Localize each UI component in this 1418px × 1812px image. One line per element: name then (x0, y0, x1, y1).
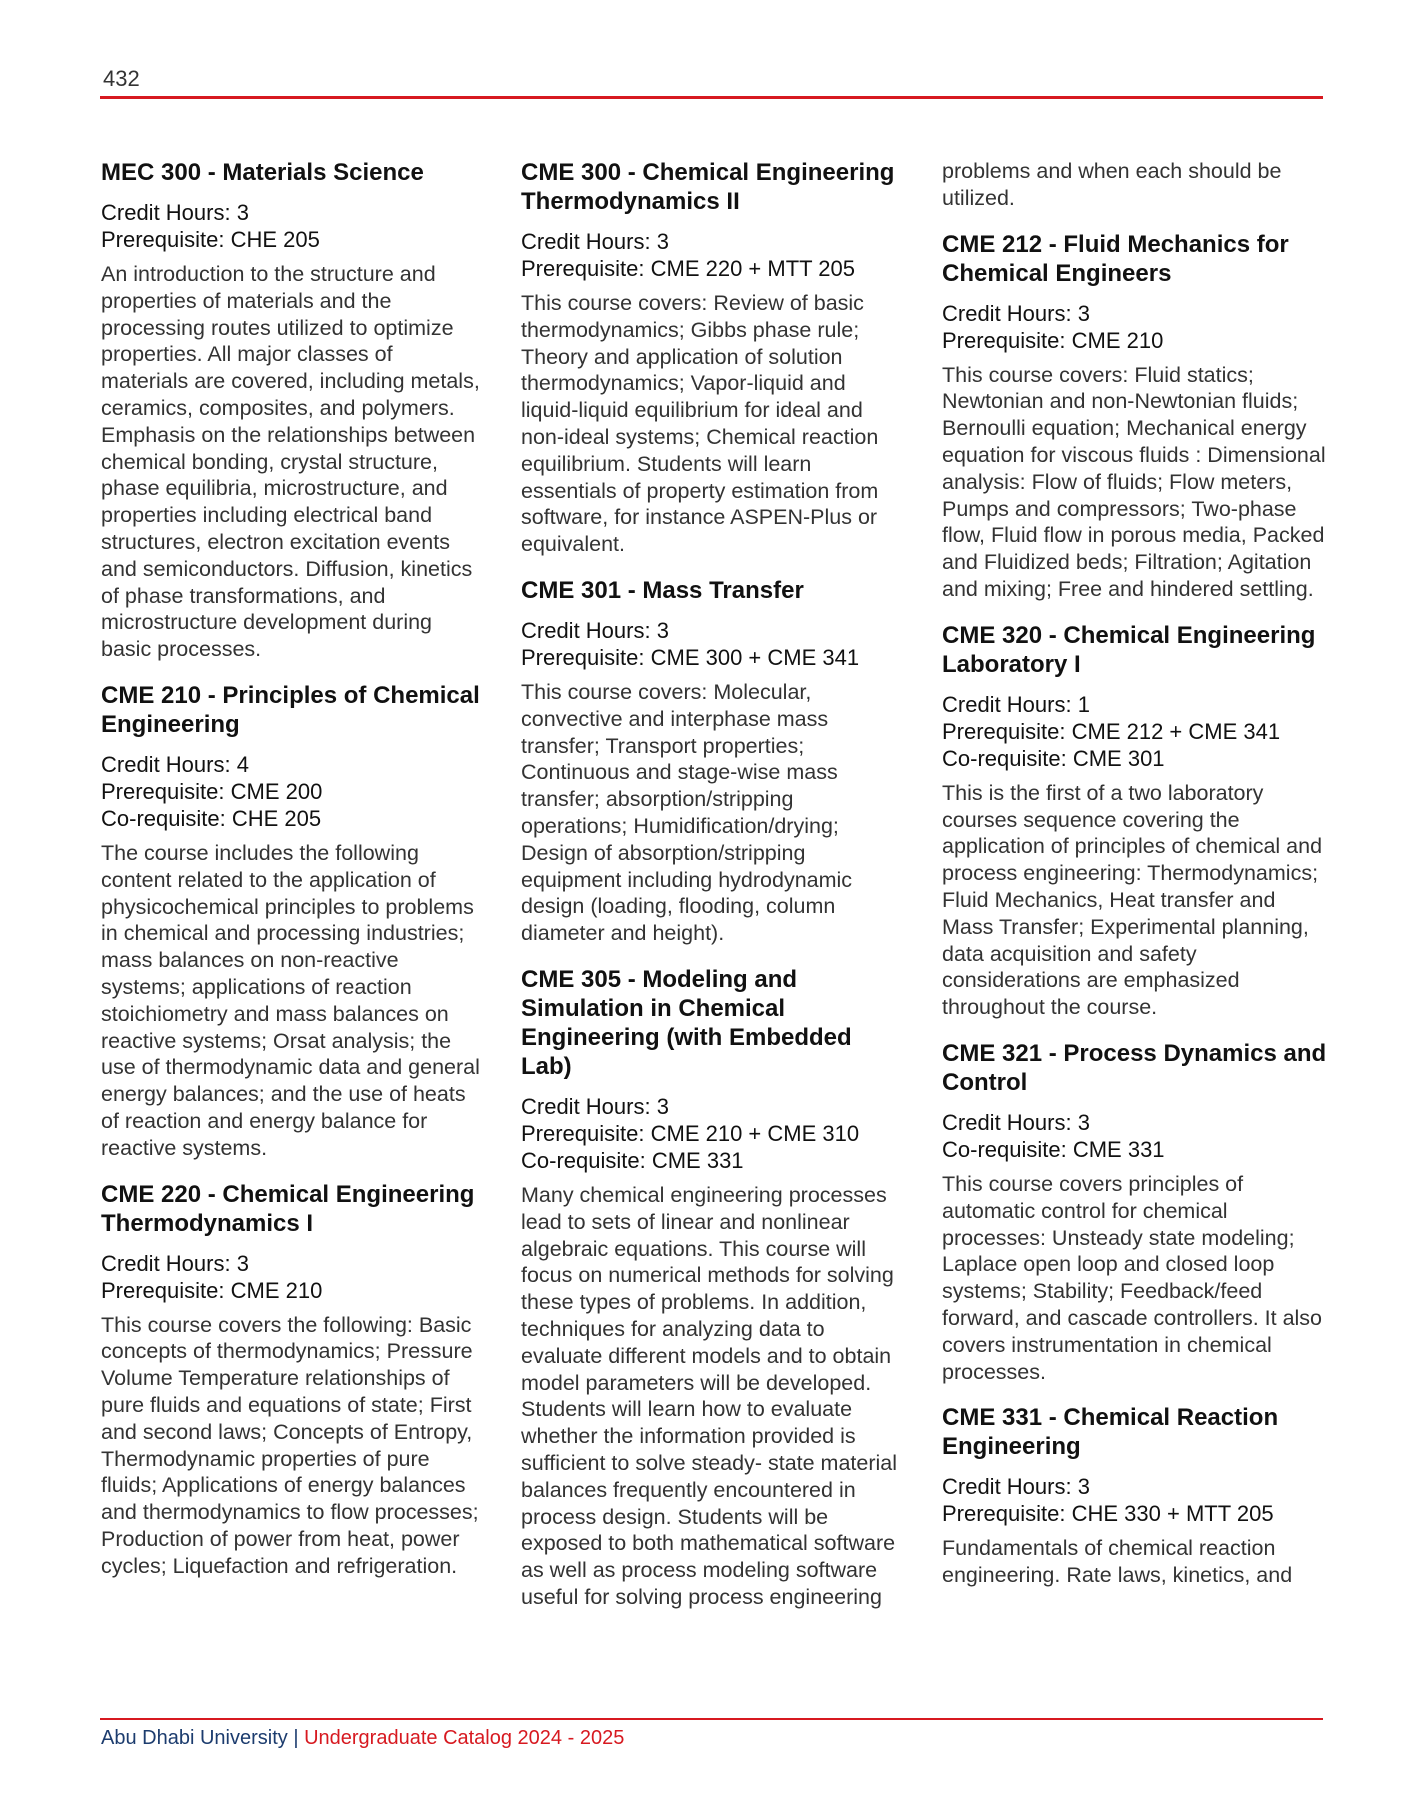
page-number: 432 (103, 66, 140, 91)
course-entry (101, 681, 483, 1162)
prerequisite: Prerequisite: CME 300 + CME 341 (521, 644, 860, 670)
credit-hours: Credit Hours: 3 (942, 1474, 1090, 1500)
course-title: MEC 300 - Materials Science (101, 159, 424, 186)
course-description: This course covers: Review of basic thermodynamics; Gibbs phase rule; Theory and application of solution thermodynamics; Vapor-liquid and liquid-liquid equilibrium for ideal and non-ideal systems; Chemical reaction equilibrium. Students will learn essentials of property estimation from software, for instance ASPEN-Plus or equivalent. (521, 291, 879, 557)
corequisite: Co-requisite: CME 301 (942, 745, 1165, 771)
course-entry (942, 1403, 1330, 1589)
credit-hours: Credit Hours: 3 (101, 1250, 249, 1276)
prerequisite: Prerequisite: CME 210 (942, 327, 1164, 353)
footer-university: Abu Dhabi University (101, 1727, 288, 1749)
header-divider (100, 96, 1323, 99)
course-description: An introduction to the structure and properties of materials and the processing routes utilized to optimize properties. All major classes of materials are covered, including metals, ceramics, composites, and polymers. Emphasis on the relationships between chemical bonding, crystal structure, phase equilibria, microstructure, and properties including electrical band structures, electron excitation events and semiconductors. Diffusion, kinetics of phase transformations, and microstructure development during basic processes. (101, 262, 480, 662)
credit-hours: Credit Hours: 3 (521, 1093, 669, 1119)
column-2 (521, 158, 903, 1629)
course-description: This is the first of a two laboratory courses sequence covering the application of principles of chemical and process engineering: Thermodynamics; Fluid Mechanics, Heat transfer and Mass Transfer; Experimental planning, data acquisition and safety considerations are emphasized throughout the course. (942, 780, 1323, 1020)
course-description-continued: problems and when each should be utilized. (942, 159, 1282, 210)
course-meta (521, 228, 903, 282)
prerequisite: Prerequisite: CME 200 (101, 778, 323, 804)
footer-catalog-title: Undergraduate Catalog 2024 - 2025 (304, 1727, 625, 1749)
course-title: CME 210 - Principles of Chemical Engineering (101, 681, 480, 738)
corequisite: Co-requisite: CHE 205 (101, 805, 322, 831)
corequisite: Co-requisite: CME 331 (521, 1147, 744, 1173)
course-title: CME 212 - Fluid Mechanics for Chemical Engineers (942, 230, 1289, 287)
course-description: Fundamentals of chemical reaction engineering. Rate laws, kinetics, and (942, 1536, 1293, 1588)
course-title: CME 305 - Modeling and Simulation in Chemical Engineering (with Embedded Lab) (521, 965, 852, 1080)
course-entry (521, 965, 903, 1611)
continued-text (942, 158, 1330, 212)
prerequisite: Prerequisite: CHE 330 + MTT 205 (942, 1501, 1274, 1527)
prerequisite: Prerequisite: CME 210 (101, 1277, 323, 1303)
course-entry (101, 1180, 483, 1580)
course-description: This course covers: Molecular, convective and interphase mass transfer; Transport properties; Continuous and stage-wise mass transfer; absorption/stripping operations; Humidification/drying; Design of absorption/stripping equipment including hydrodynamic design (loading, flooding, column diameter and height). (521, 679, 853, 946)
course-meta (942, 300, 1330, 354)
course-entry (521, 576, 903, 947)
course-description: The course includes the following content related to the application of physicochemical principles to problems in chemical and processing industries; mass balances on non-reactive systems; applications of reaction stoichiometry and mass balances on reactive systems; Orsat analysis; the use of thermodynamic data and general energy balances; and the use of heats of reaction and energy balance for reactive systems. (101, 840, 480, 1160)
course-meta (101, 199, 483, 253)
course-description: This course covers: Fluid statics; Newtonian and non-Newtonian fluids; Bernoulli equation; Mechanical energy equation for viscous fluids : Dimensional analysis: Flow of fluids; Flow meters, Pumps and compressors; Two-phase flow, Fluid flow in porous media, Packed and Fluidized beds; Filtration; Agitation and mixing; Free and hindered settling. (942, 362, 1326, 601)
credit-hours: Credit Hours: 1 (942, 691, 1090, 717)
course-meta (942, 691, 1330, 772)
prerequisite: Prerequisite: CHE 205 (101, 227, 320, 252)
course-meta (101, 751, 483, 832)
course-entry (942, 1039, 1330, 1385)
course-title: CME 301 - Mass Transfer (521, 576, 804, 604)
credit-hours: Credit Hours: 3 (521, 617, 669, 643)
credit-hours: Credit Hours: 4 (101, 751, 249, 777)
column-1 (101, 158, 483, 1597)
prerequisite: Prerequisite: CME 212 + CME 341 (942, 718, 1281, 744)
course-description: Many chemical engineering processes lead to sets of linear and nonlinear algebraic equations. This course will focus on numerical methods for solving these types of problems. In addition, techniques for analyzing data to evaluate different models and to obtain model parameters will be developed. Students will learn how to evaluate whether the information provided is sufficient to solve steady- state material balances frequently encountered in process design. Students will be exposed to both mathematical software as well as process modeling software useful for solving process engineering (521, 1182, 898, 1609)
course-meta (521, 1093, 903, 1174)
footer-divider (100, 1718, 1323, 1720)
credit-hours: Credit Hours: 3 (101, 200, 249, 225)
prerequisite: Prerequisite: CME 220 + MTT 205 (521, 256, 856, 281)
course-title: CME 220 - Chemical Engineering Thermodynamics I (101, 1180, 475, 1237)
corequisite: Co-requisite: CME 331 (942, 1136, 1165, 1162)
course-entry (521, 158, 903, 558)
course-entry (101, 158, 483, 663)
course-meta (521, 617, 903, 671)
column-3 (942, 158, 1330, 1607)
course-meta (101, 1250, 483, 1304)
credit-hours: Credit Hours: 3 (942, 1109, 1090, 1135)
footer-separator: | (293, 1727, 299, 1749)
course-entry (942, 230, 1330, 603)
course-title: CME 321 - Process Dynamics and Control (942, 1039, 1327, 1096)
credit-hours: Credit Hours: 3 (521, 229, 669, 254)
footer (101, 1727, 624, 1750)
course-title: CME 320 - Chemical Engineering Laboratory I (942, 621, 1316, 678)
course-title: CME 331 - Chemical Reaction Engineering (942, 1404, 1279, 1461)
course-description: This course covers principles of automatic control for chemical processes: Unsteady state modeling; Laplace open loop and closed loop systems; Stability; Feedback/feed forward, and cascade controllers. It also covers instrumentation in chemical processes. (942, 1171, 1323, 1384)
course-description: This course covers the following: Basic concepts of thermodynamics; Pressure Volume Temperature relationships of pure fluids and equations of state; First and second laws; Concepts of Entropy, Thermodynamic properties of pure fluids; Applications of energy balances and thermodynamics to flow processes; Production of power from heat, power cycles; Liquefaction and refrigeration. (101, 1312, 479, 1578)
course-meta (942, 1109, 1330, 1163)
course-entry (942, 621, 1330, 1021)
course-title: CME 300 - Chemical Engineering Thermodynamics II (521, 159, 895, 215)
prerequisite: Prerequisite: CME 210 + CME 310 (521, 1120, 860, 1146)
credit-hours: Credit Hours: 3 (942, 300, 1090, 326)
course-meta (942, 1473, 1330, 1527)
